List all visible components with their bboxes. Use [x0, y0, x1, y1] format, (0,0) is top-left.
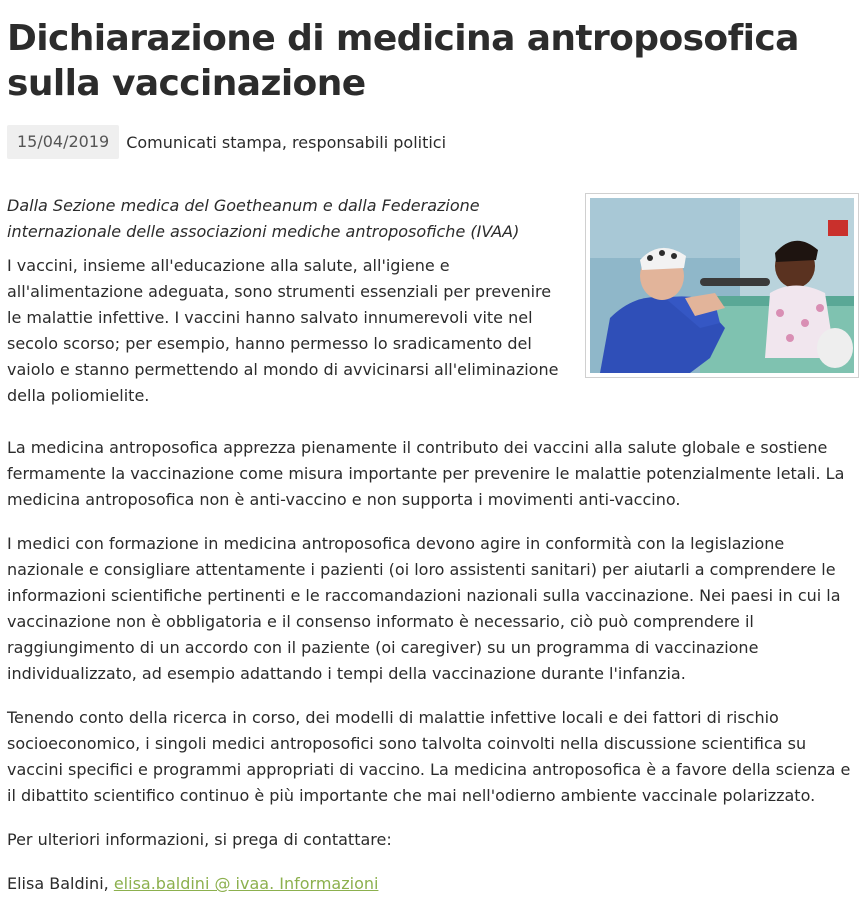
article-page: [7, 0, 859, 905]
doctor-child-photo: [590, 198, 854, 373]
contact-name: Elisa Baldini,: [7, 874, 109, 893]
article-paragraph: Per ulteriori informazioni, si prega di contattare:: [7, 830, 392, 849]
article-paragraph: I medici con formazione in medicina antroposofica devono agire in conformità con la legislazione nazionale e consigliare attentamente i pazienti (oi loro assistenti sanitari) per aiutarli a comprendere le informazioni scientifiche pertinenti e le raccomandazioni nazionali sulla vaccinazione. Nei paesi in cui la vaccinazione non è obbligatoria e il consenso informato è necessario, ciò può comprendere il raggiungimento di un accordo con il paziente (oi caregiver) su un programma di vaccinazione individualizzato, ad esempio adattando i tempi della vaccinazione durante l'infanzia.: [7, 534, 841, 683]
article-intro: Dalla Sezione medica del Goetheanum e dalla Federazione internazionale delle associazioni mediche antroposofiche (IVAA): [7, 196, 520, 241]
article-paragraph: La medicina antroposofica apprezza pienamente il contributo dei vaccini alla salute globale e sostiene fermamente la vaccinazione come misura importante per prevenire le malattie potenzialmente letali. La medicina antroposofica non è anti-vaccino e non supporta i movimenti anti-vaccino.: [7, 438, 845, 509]
category-links: [126, 133, 446, 152]
article-title: Dichiarazione di medicina antroposofica sulla vaccinazione: [7, 18, 799, 104]
article-paragraph: Tenendo conto della ricerca in corso, dei modelli di malattie infettive locali e dei fattori di rischio socioeconomico, i singoli medici antroposofici sono talvolta coinvolti nella discussione scientifica su vaccini specifici e programmi appropriati di vaccino. La medicina antroposofica è a favore della scienza e il dibattito scientifico continuo è più importante che mai nell'odierno ambiente vaccinale polarizzato.: [7, 708, 851, 805]
date-badge: 15/04/2019: [7, 125, 119, 159]
article-body: [7, 193, 859, 897]
article-paragraph: I vaccini, insieme all'educazione alla salute, all'igiene e all'alimentazione adeguata, sono strumenti essenziali per prevenire le malattie infettive. I vaccini hanno salvato innumerevoli vite nel secolo scorso; per esempio, hanno permesso lo sradicamento del vaiolo e stanno permettendo al mondo di avvicinarsi all'eliminazione della poliomielite.: [7, 256, 559, 405]
contact-line: [7, 871, 859, 897]
category-link[interactable]: Comunicati stampa, responsabili politici: [126, 132, 447, 152]
contact-email-link[interactable]: elisa.baldini @ ivaa. Informazioni: [113, 874, 379, 893]
article-meta: [7, 125, 859, 159]
article-photo: [585, 193, 859, 378]
